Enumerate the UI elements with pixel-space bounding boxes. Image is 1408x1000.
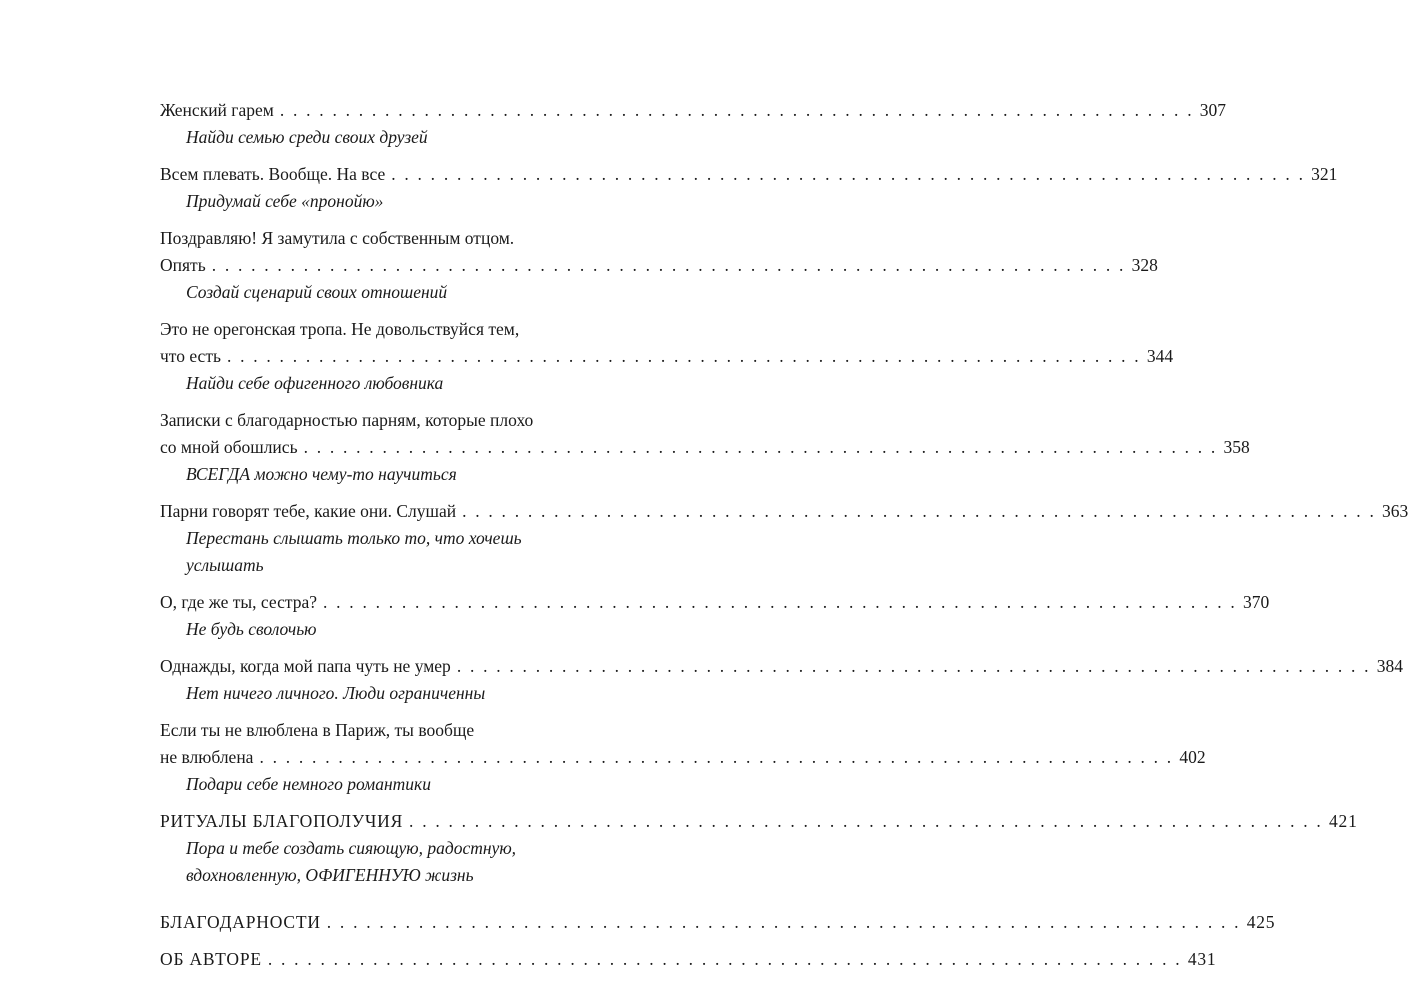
toc-entry-subtitle: Найди себе офигенного любовника bbox=[186, 373, 444, 393]
toc-entry-title: ОБ АВТОРЕ bbox=[160, 949, 262, 969]
toc-entry-leader-line bbox=[160, 589, 1270, 616]
toc-entry-title: что есть bbox=[160, 346, 221, 366]
toc-entry-leader-line bbox=[160, 252, 1158, 279]
toc-entry-leader-line bbox=[160, 653, 1403, 680]
toc-entry-page-number: 321 bbox=[1311, 164, 1338, 184]
toc-entry[interactable] bbox=[160, 653, 1403, 707]
toc-entry-leader-line bbox=[160, 744, 1206, 771]
toc-entry-page-number: 402 bbox=[1179, 747, 1206, 767]
toc-entry-subtitle: Пора и тебе создать сияющую, радостную, bbox=[186, 838, 517, 858]
toc-entry[interactable] bbox=[160, 407, 1250, 488]
toc-entry-title-line: Поздравляю! Я замутила с собственным отцом. bbox=[160, 228, 515, 248]
toc-entry-leader-line bbox=[160, 161, 1338, 188]
toc-entry-leader-line bbox=[160, 946, 1217, 973]
toc-entry-subtitle: Придумай себе «пронойю» bbox=[186, 191, 384, 211]
toc-entry-subtitle: услышать bbox=[186, 555, 264, 575]
toc-entry-page-number: 384 bbox=[1376, 656, 1403, 676]
toc-entry-title: со мной обошлись bbox=[160, 437, 298, 457]
toc-entry[interactable] bbox=[160, 946, 1217, 973]
toc-entry-leader-line bbox=[160, 343, 1174, 370]
toc-entry-leader-line bbox=[160, 434, 1250, 461]
toc-entry[interactable] bbox=[160, 225, 1158, 306]
dot-leader: . . . . . . . . . . . . . . . . . . . . . . . . . . . . . . . . . . . . . . . . . . . . . . . . . . . . . . . . . . . . . . . . . . . . . . bbox=[462, 501, 1377, 521]
toc-entry-subtitle: ВСЕГДА можно чему-то научиться bbox=[186, 464, 457, 484]
dot-leader: . . . . . . . . . . . . . . . . . . . . . . . . . . . . . . . . . . . . . . . . . . . . . . . . . . . . . . . . . . . . . . . . . . . . . . bbox=[391, 164, 1306, 184]
table-of-contents bbox=[160, 97, 1408, 983]
toc-entry-page-number: 344 bbox=[1146, 346, 1174, 366]
toc-entry-title: БЛАГОДАРНОСТИ bbox=[160, 912, 321, 932]
toc-entry-page-number: 370 bbox=[1242, 592, 1270, 612]
toc-entry[interactable] bbox=[160, 589, 1270, 643]
toc-entry-title: РИТУАЛЫ БЛАГОПОЛУЧИЯ bbox=[160, 811, 404, 831]
toc-entry-subtitle: Не будь сволочью bbox=[186, 619, 317, 639]
toc-entry-page-number: 425 bbox=[1246, 912, 1276, 932]
dot-leader: . . . . . . . . . . . . . . . . . . . . . . . . . . . . . . . . . . . . . . . . . . . . . . . . . . . . . . . . . . . . . . . . . . . . . . bbox=[226, 346, 1141, 366]
toc-entry-subtitle: Создай сценарий своих отношений bbox=[186, 282, 448, 302]
toc-entry-leader-line bbox=[160, 97, 1227, 124]
toc-entry[interactable] bbox=[160, 97, 1227, 151]
dot-leader: . . . . . . . . . . . . . . . . . . . . . . . . . . . . . . . . . . . . . . . . . . . . . . . . . . . . . . . . . . . . . . . . . . . . . . bbox=[259, 747, 1174, 767]
toc-entry-title-line: Если ты не влюблена в Париж, ты вообще bbox=[160, 720, 475, 740]
toc-entry[interactable] bbox=[160, 316, 1174, 397]
dot-leader: . . . . . . . . . . . . . . . . . . . . . . . . . . . . . . . . . . . . . . . . . . . . . . . . . . . . . . . . . . . . . . . . . . . . . . bbox=[323, 592, 1237, 612]
toc-entry[interactable] bbox=[160, 717, 1206, 798]
toc-entry-subtitle: Нет ничего личного. Люди ограниченны bbox=[186, 683, 486, 703]
toc-entry-subtitle: вдохновленную, ОФИГЕННУЮ жизнь bbox=[186, 865, 474, 885]
toc-entry-page-number: 328 bbox=[1131, 255, 1158, 275]
toc-entry[interactable] bbox=[160, 498, 1408, 579]
toc-entry[interactable] bbox=[160, 808, 1358, 889]
toc-entry-subtitle: Подари себе немного романтики bbox=[186, 774, 431, 794]
toc-entry-page-number: 307 bbox=[1199, 100, 1227, 120]
toc-entry-title: О, где же ты, сестра? bbox=[160, 592, 317, 612]
toc-entry-subtitle: Найди семью среди своих друзей bbox=[186, 127, 428, 147]
toc-entry-title: не влюблена bbox=[160, 747, 254, 767]
toc-entry-page-number: 358 bbox=[1223, 437, 1250, 457]
dot-leader: . . . . . . . . . . . . . . . . . . . . . . . . . . . . . . . . . . . . . . . . . . . . . . . . . . . . . . . . . . . . . . . . . . . . . . bbox=[326, 912, 1241, 932]
dot-leader: . . . . . . . . . . . . . . . . . . . . . . . . . . . . . . . . . . . . . . . . . . . . . . . . . . . . . . . . . . . . . . . . . . . . . . bbox=[279, 100, 1194, 120]
toc-entry-title: Однажды, когда мой папа чуть не умер bbox=[160, 656, 451, 676]
toc-entry-leader-line bbox=[160, 498, 1408, 525]
toc-entry-leader-line bbox=[160, 808, 1358, 835]
toc-entry-title: Всем плевать. Вообще. На все bbox=[160, 164, 386, 184]
toc-entry[interactable] bbox=[160, 161, 1338, 215]
dot-leader: . . . . . . . . . . . . . . . . . . . . . . . . . . . . . . . . . . . . . . . . . . . . . . . . . . . . . . . . . . . . . . . . . . . . . . bbox=[456, 656, 1371, 676]
dot-leader: . . . . . . . . . . . . . . . . . . . . . . . . . . . . . . . . . . . . . . . . . . . . . . . . . . . . . . . . . . . . . . . . . . . . . . bbox=[267, 949, 1182, 969]
toc-entry-title: Женский гарем bbox=[160, 100, 274, 120]
toc-entry-subtitle: Перестань слышать только то, что хочешь bbox=[186, 528, 522, 548]
toc-entry-title-line: Это не орегонская тропа. Не довольствуйся тем, bbox=[160, 319, 520, 339]
toc-entry-title: Парни говорят тебе, какие они. Слушай bbox=[160, 501, 457, 521]
toc-entry-page-number: 421 bbox=[1328, 811, 1358, 831]
dot-leader: . . . . . . . . . . . . . . . . . . . . . . . . . . . . . . . . . . . . . . . . . . . . . . . . . . . . . . . . . . . . . . . . . . . . . . bbox=[303, 437, 1218, 457]
toc-entry-title-line: Записки с благодарностью парням, которые плохо bbox=[160, 410, 534, 430]
dot-leader: . . . . . . . . . . . . . . . . . . . . . . . . . . . . . . . . . . . . . . . . . . . . . . . . . . . . . . . . . . . . . . . . . . . . . . bbox=[409, 811, 1323, 831]
toc-entry-page-number: 363 bbox=[1382, 501, 1408, 521]
dot-leader: . . . . . . . . . . . . . . . . . . . . . . . . . . . . . . . . . . . . . . . . . . . . . . . . . . . . . . . . . . . . . . . . . . . . . . bbox=[211, 255, 1126, 275]
toc-entry-title: Опять bbox=[160, 255, 206, 275]
toc-entry-leader-line bbox=[160, 909, 1276, 936]
toc-entry-page-number: 431 bbox=[1187, 949, 1217, 969]
toc-entry[interactable] bbox=[160, 909, 1276, 936]
